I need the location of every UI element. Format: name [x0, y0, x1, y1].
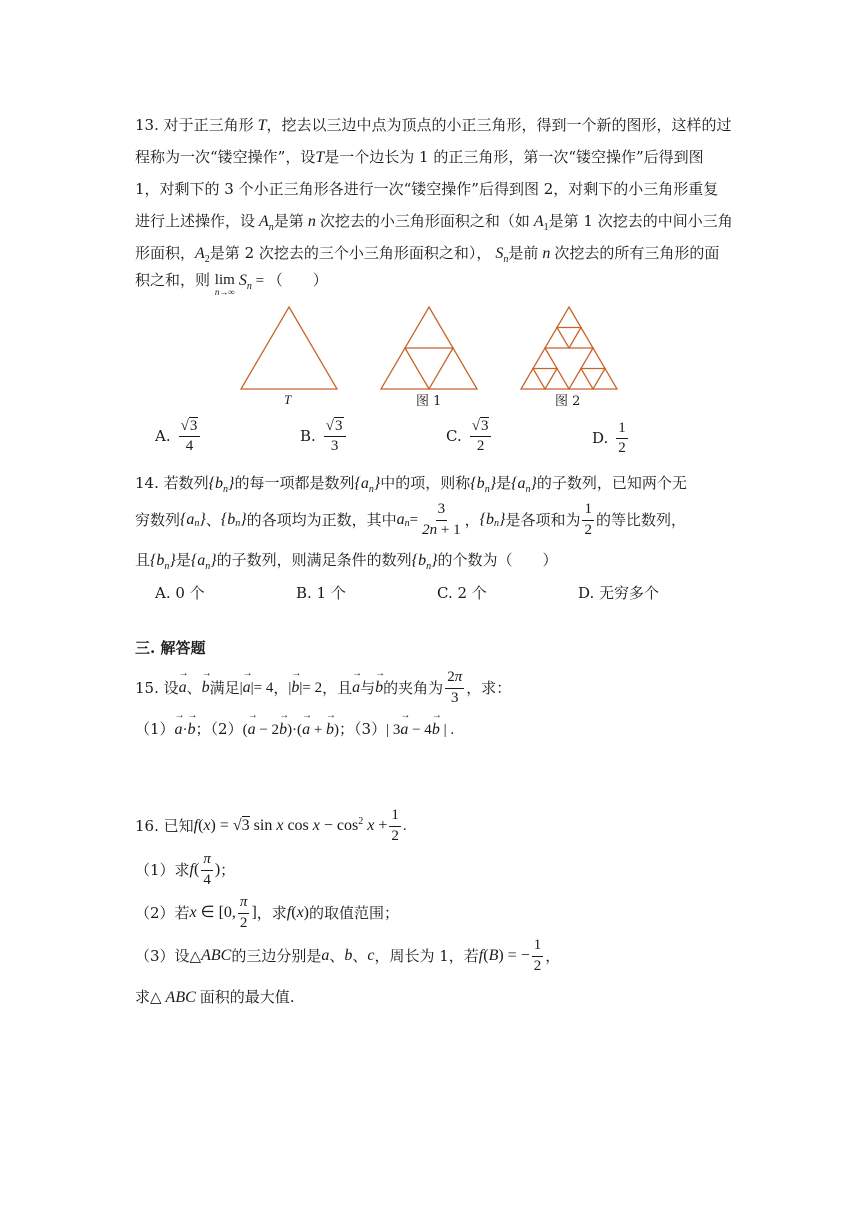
q16-text: 面积的最大值.	[199, 988, 295, 1006]
q14-text: 的个数为（ ）	[437, 551, 558, 569]
q14-text: 是	[175, 551, 191, 569]
q13-text: 是一个边长为 1 的正三角形，第一次“镂空操作”后得到图	[324, 148, 704, 166]
math-ABC: ABC	[201, 947, 232, 964]
fraction-half	[532, 937, 544, 975]
option-fraction	[324, 418, 346, 456]
math-c: c	[367, 947, 375, 964]
frac-den: 3	[450, 689, 459, 706]
math-brace: }	[530, 475, 537, 492]
vector-a: → a	[352, 680, 360, 696]
q15-line1	[135, 668, 511, 708]
q15-line2	[135, 722, 454, 738]
math-expr-3: | 3→ a − 4→ b | .	[386, 722, 454, 738]
q14-text: 是各项和为	[505, 510, 581, 529]
math-sub: n	[223, 484, 229, 495]
q14-text: 穷数列	[135, 510, 181, 529]
frac-num: √3	[324, 418, 346, 437]
q16-text: 、	[329, 946, 345, 965]
math-lim: lim	[214, 272, 235, 288]
math-brace: }	[499, 511, 506, 528]
frac-num: √3	[179, 418, 201, 437]
q14-text: 是	[496, 474, 512, 492]
math-dot-ab: → a·→ b	[175, 722, 196, 738]
math-n: n	[538, 245, 555, 262]
caption-fig1: 图 1	[416, 394, 442, 409]
math-an: {a	[511, 475, 526, 492]
math-brace: }	[228, 475, 235, 492]
frac-den: 4	[203, 871, 211, 888]
radicand: 3	[189, 418, 198, 434]
caption-fig2: 图 2	[555, 394, 581, 409]
math-an: a	[396, 511, 405, 528]
math-sub: n	[194, 518, 200, 529]
math-limit	[215, 273, 235, 297]
math-interval: x ∈ [0,	[189, 904, 236, 921]
q16-text: ；	[220, 860, 236, 879]
math-bn: {b	[470, 475, 485, 492]
math-eq: =	[251, 273, 268, 289]
math-an: {a	[354, 475, 369, 492]
math-brace: }	[169, 552, 176, 569]
math-eq: =	[409, 511, 419, 528]
frac-den: 2	[476, 438, 485, 455]
math-brace: }	[240, 511, 247, 528]
q13-text: 积之和，则	[135, 271, 211, 289]
q13-line5	[135, 244, 720, 265]
fraction-pi-over-2	[238, 894, 250, 932]
q13-option-a[interactable]	[155, 418, 202, 456]
math-sub: n	[235, 518, 241, 529]
math-sub: n	[368, 484, 374, 495]
q13-text: 是第 1 次挖去的中间小三角	[548, 212, 733, 230]
q15-text: 的夹角为	[383, 678, 444, 697]
q15-text: 15. 设	[135, 678, 179, 697]
q13-line6	[135, 273, 328, 297]
q14-option-b[interactable]: B. 1 个	[296, 584, 346, 602]
q13-text: 是前	[508, 244, 539, 262]
option-label: A.	[155, 427, 171, 446]
math-bn: {b	[411, 552, 427, 569]
figure-triangle-2	[519, 305, 619, 391]
math-Sn: S	[491, 245, 504, 262]
option-fraction	[179, 418, 201, 456]
q15-text: 与	[360, 678, 376, 697]
q13-line4	[135, 212, 733, 233]
q13-text: 进行上述操作，设	[135, 212, 256, 230]
option-label: D.	[592, 429, 609, 448]
q14-text: 的每一项都是数列	[234, 474, 355, 492]
frac-den: 3	[330, 438, 339, 455]
fraction-pi-over-4	[201, 851, 213, 889]
math-T: T	[253, 117, 267, 134]
q15-text: 、	[186, 678, 202, 697]
q14-text: 、	[205, 510, 221, 529]
q14-option-d[interactable]: D. 无穷多个	[578, 584, 660, 602]
math-an: {a	[180, 511, 195, 528]
math-fB: f(B) = −	[478, 947, 530, 964]
q16-text: 、	[352, 946, 368, 965]
q14-option-a[interactable]: A. 0 个	[155, 584, 205, 602]
option-label: B.	[300, 427, 316, 446]
frac-den: 2	[239, 914, 248, 931]
math-An: A	[255, 213, 269, 230]
q16-text: （3）设△	[135, 946, 202, 965]
math-sub: n	[494, 518, 500, 529]
math-bn: {b	[479, 511, 495, 528]
math-f-def: f(x) = √3 sin x $\cos x - \cos^2 x$ +	[193, 816, 388, 834]
fraction-2pi-over-3	[445, 669, 464, 707]
math-n: n	[303, 213, 320, 230]
math-sub: n	[205, 561, 211, 572]
frac-num: 1	[616, 420, 628, 439]
fraction-3-over-2n1	[420, 501, 462, 539]
math-bn: {b	[208, 475, 224, 492]
math-brace: }	[489, 475, 497, 492]
math-sub: n	[268, 222, 274, 233]
math-brace: }	[431, 552, 438, 569]
q14-option-c[interactable]: C. 2 个	[437, 584, 487, 602]
q13-text: 次挖去的小三角形面积之和（如	[319, 212, 530, 230]
math-Sn: S	[234, 272, 247, 289]
q16-part1	[135, 850, 235, 890]
q14-text: 的子数列，已知两个无	[536, 474, 687, 492]
q13-text: 13. 对于正三角形	[135, 116, 254, 134]
q14-text: 且	[135, 551, 151, 569]
q13-line1	[135, 118, 732, 134]
frac-num: √3	[470, 418, 492, 437]
frac-num: π	[201, 851, 213, 870]
frac-num: 1	[532, 937, 544, 956]
q14-line1	[135, 474, 687, 495]
option-fraction	[470, 418, 492, 456]
q16-part3-cont	[135, 990, 295, 1006]
math-expr-2: (→ a − 2→ b)·(→ a + → b)	[243, 722, 339, 738]
q14-text: 的等比数列，	[595, 510, 686, 529]
q14-line3	[135, 551, 558, 572]
math-sub: n	[426, 561, 432, 572]
q16-text: 16. 已知	[135, 816, 194, 835]
figure-triangle-1	[379, 305, 479, 391]
frac-num: 3	[436, 501, 448, 520]
q13-line3: 1，对剩下的 3 个小正三角形各进行一次“镂空操作”后得到图 2，对剩下的小三角形重复	[135, 180, 719, 198]
q15-text: 满足	[209, 678, 240, 697]
math-paren: )	[214, 861, 221, 878]
q14-text: 中的项，则称	[380, 474, 471, 492]
q16-text: 的三边分别是	[231, 946, 322, 965]
math-sub: 1	[543, 222, 549, 233]
q13-option-b[interactable]	[300, 418, 348, 456]
q14-line2	[135, 500, 686, 540]
math-sub: 2	[204, 254, 210, 265]
math-ABC: ABC	[161, 989, 200, 1006]
q16-text: （1）求	[135, 860, 190, 879]
q15-part: ；（3）	[339, 720, 387, 738]
math-b: b	[344, 947, 353, 964]
math-norm-a: |→ a|= 4	[240, 680, 274, 696]
q16-part3	[135, 936, 560, 976]
option-label: C.	[446, 427, 462, 446]
math-sub: n	[246, 281, 252, 292]
q16-line1	[135, 806, 407, 846]
q16-text: （2）若	[135, 903, 190, 922]
math-an: {a	[190, 552, 206, 569]
math-period: .	[402, 817, 407, 834]
q13-option-c[interactable]	[446, 418, 493, 456]
fraction-half	[389, 807, 401, 845]
math-bn: {b	[220, 511, 236, 528]
frac-num: π	[238, 894, 250, 913]
q14-text: ，	[464, 510, 480, 529]
radicand: 3	[335, 418, 343, 434]
q16-text: 的取值范围；	[309, 903, 400, 922]
q14-text: 的各项均为正数，其中	[246, 510, 397, 529]
math-sub: n	[404, 518, 410, 529]
frac-den: 2	[584, 521, 592, 538]
vector-b: → b	[202, 680, 210, 696]
vector-a: → a	[179, 680, 187, 696]
q16-text: ，周长为 1，若	[374, 946, 479, 965]
math-bracket: ]	[251, 904, 257, 921]
math-A1: A	[529, 213, 544, 230]
q13-text: 程称为一次“镂空操作”，设	[135, 148, 316, 166]
math-lim-sub: n→∞	[214, 287, 235, 297]
math-fx: f(x)	[286, 904, 309, 921]
math-norm-b: |→ b|= 2	[288, 680, 322, 696]
section-title: 三. 解答题	[135, 639, 206, 657]
q15-text: ，	[273, 678, 289, 697]
q13-text: 形面积，	[135, 244, 196, 262]
figure-triangle-T	[239, 305, 339, 391]
caption-T: T	[284, 392, 292, 407]
q15-text: ，且	[322, 678, 353, 697]
math-sub: n	[525, 484, 531, 495]
frac-den: 4	[185, 438, 194, 455]
math-f: f(	[189, 861, 200, 878]
q15-text: ，求：	[466, 678, 512, 697]
math-a: a	[321, 947, 330, 964]
frac-num: 2π	[445, 669, 464, 688]
q16-text: ，	[545, 946, 561, 965]
q13-text: ，挖去以三边中点为顶点的小正三角形，得到一个新的图形，这样的过	[266, 116, 732, 134]
q16-part2	[135, 893, 399, 933]
q14-text: 14. 若数列	[135, 474, 209, 492]
q15-part: ；（2）	[195, 720, 243, 738]
frac-den: 2	[533, 957, 542, 974]
q16-text: 求△	[135, 988, 162, 1006]
math-A2: A	[195, 245, 205, 262]
math-bn: {b	[150, 552, 165, 569]
vector-b: → b	[375, 680, 383, 696]
q13-text: 次挖去的所有三角形的面	[554, 244, 720, 262]
q13-text: 是第	[273, 212, 304, 230]
math-sub: n	[484, 484, 490, 495]
q16-text: ，求	[256, 903, 287, 922]
math-sub: n	[164, 561, 170, 572]
math-sub: n	[503, 254, 509, 265]
frac-den: 2n + 1	[422, 521, 461, 538]
frac-num: 1	[389, 807, 401, 826]
frac-num: 1	[582, 501, 594, 520]
option-fraction	[616, 420, 628, 458]
q13-line2	[135, 150, 704, 166]
math-brace: }	[373, 475, 381, 492]
math-brace: }	[199, 511, 206, 528]
fraction-half	[582, 501, 594, 539]
q13-text: 是第 2 次挖去的三个小三角形面积之和），	[209, 244, 492, 262]
frac-den: 2	[618, 440, 626, 457]
radicand: 3	[480, 418, 489, 434]
math-brace: }	[210, 552, 217, 569]
q13-text: （ ）	[267, 271, 328, 289]
frac-den: 2	[391, 827, 399, 844]
q14-text: 的子数列，则满足条件的数列	[216, 551, 412, 569]
math-T: T	[315, 149, 325, 166]
q13-option-d[interactable]	[592, 420, 630, 458]
q15-part: （1）	[135, 720, 175, 738]
